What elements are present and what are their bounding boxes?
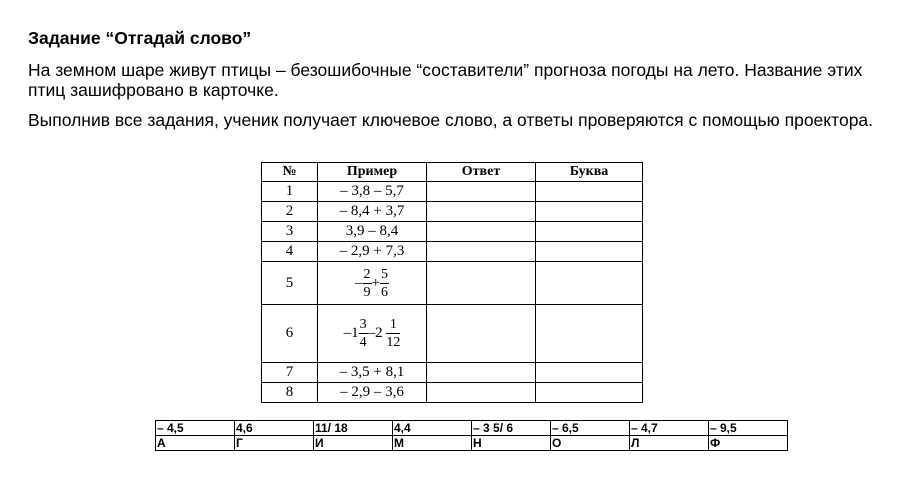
row-number: 8: [262, 383, 318, 403]
row-answer-cell[interactable]: [427, 222, 536, 242]
table-row: [262, 305, 643, 363]
table-header-row: [262, 163, 643, 182]
row-answer-cell[interactable]: [427, 242, 536, 262]
row-answer-cell[interactable]: [427, 363, 536, 383]
row-letter-cell[interactable]: [536, 222, 643, 242]
table-row: [262, 383, 643, 403]
task-title: Задание “Отгадай слово”: [28, 28, 252, 48]
row-example: – 2,9 + 7,3: [318, 242, 427, 262]
row-example: – 2,9 – 3,6: [318, 383, 427, 403]
key-value: – 4,5: [156, 421, 235, 436]
row-answer-cell[interactable]: [427, 383, 536, 403]
key-letter: Г: [235, 436, 314, 451]
fraction: [363, 266, 372, 301]
key-value: 4,4: [393, 421, 472, 436]
key-value: – 6,5: [551, 421, 630, 436]
row-letter-cell[interactable]: [536, 305, 643, 363]
row-letter-cell[interactable]: [536, 242, 643, 262]
denominator: 12: [386, 335, 401, 350]
row-answer-cell[interactable]: [427, 305, 536, 363]
numerator: 1: [386, 316, 400, 334]
table-row: [262, 242, 643, 262]
row-number: 4: [262, 242, 318, 262]
key-value: – 9,5: [709, 421, 788, 436]
numerator: 5: [380, 266, 388, 282]
intro-paragraph: На земном шаре живут птицы – безошибочные “составители” прогноза погоды на лето. Название этих птиц зашифровано в карточке.: [28, 60, 863, 100]
operator: –2: [367, 324, 383, 341]
row-letter-cell[interactable]: [536, 182, 643, 202]
header-letter: Буква: [536, 163, 643, 182]
denominator: 9: [363, 284, 371, 300]
table-row: [262, 202, 643, 222]
key-letter: И: [314, 436, 393, 451]
row-letter-cell[interactable]: [536, 202, 643, 222]
key-letter: М: [393, 436, 472, 451]
key-value: 11/ 18: [314, 421, 393, 436]
row-number: 1: [262, 182, 318, 202]
row-example: 3,9 – 8,4: [318, 222, 427, 242]
row-number: 2: [262, 202, 318, 222]
row-number: 6: [262, 305, 318, 363]
table-row: [262, 222, 643, 242]
key-letter: Н: [472, 436, 551, 451]
header-example: Пример: [318, 163, 427, 182]
key-values-row: [156, 421, 788, 436]
row-letter-cell[interactable]: [536, 363, 643, 383]
table-row: [262, 363, 643, 383]
row-answer-cell[interactable]: [427, 182, 536, 202]
row-letter-cell[interactable]: [536, 383, 643, 403]
fraction: [380, 266, 389, 301]
numerator: 3: [359, 317, 367, 332]
row-number: 7: [262, 363, 318, 383]
fraction: [359, 316, 368, 351]
instruction-paragraph: Выполнив все задания, ученик получает ключевое слово, а ответы проверяются с помощью проектора.: [28, 110, 874, 130]
key-value: – 3 5/ 6: [472, 421, 551, 436]
table-row: [262, 262, 643, 305]
row-letter-cell[interactable]: [536, 262, 643, 305]
denominator: 6: [380, 284, 388, 300]
numerator: 2: [363, 266, 371, 282]
whole-part: –1: [343, 324, 359, 341]
fraction: [386, 316, 400, 351]
key-letter: О: [551, 436, 630, 451]
key-letter: Л: [630, 436, 709, 451]
header-answer: Ответ: [427, 163, 536, 182]
row-example-fraction: [318, 262, 427, 305]
answer-key-table: [155, 420, 788, 451]
row-example: – 3,5 + 8,1: [318, 363, 427, 383]
exercise-table: [261, 162, 643, 403]
row-example: – 8,4 + 3,7: [318, 202, 427, 222]
table-row: [262, 182, 643, 202]
header-number: №: [262, 163, 318, 182]
row-answer-cell[interactable]: [427, 262, 536, 305]
sign: –: [355, 274, 363, 291]
key-letter: Ф: [709, 436, 788, 451]
row-number: 3: [262, 222, 318, 242]
key-value: – 4,7: [630, 421, 709, 436]
denominator: 4: [359, 335, 367, 350]
row-example: – 3,8 – 5,7: [318, 182, 427, 202]
row-number: 5: [262, 262, 318, 305]
key-letters-row: [156, 436, 788, 451]
key-value: 4,6: [235, 421, 314, 436]
operator: +: [371, 274, 380, 291]
row-answer-cell[interactable]: [427, 202, 536, 222]
row-example-fraction: [318, 305, 427, 363]
key-letter: А: [156, 436, 235, 451]
